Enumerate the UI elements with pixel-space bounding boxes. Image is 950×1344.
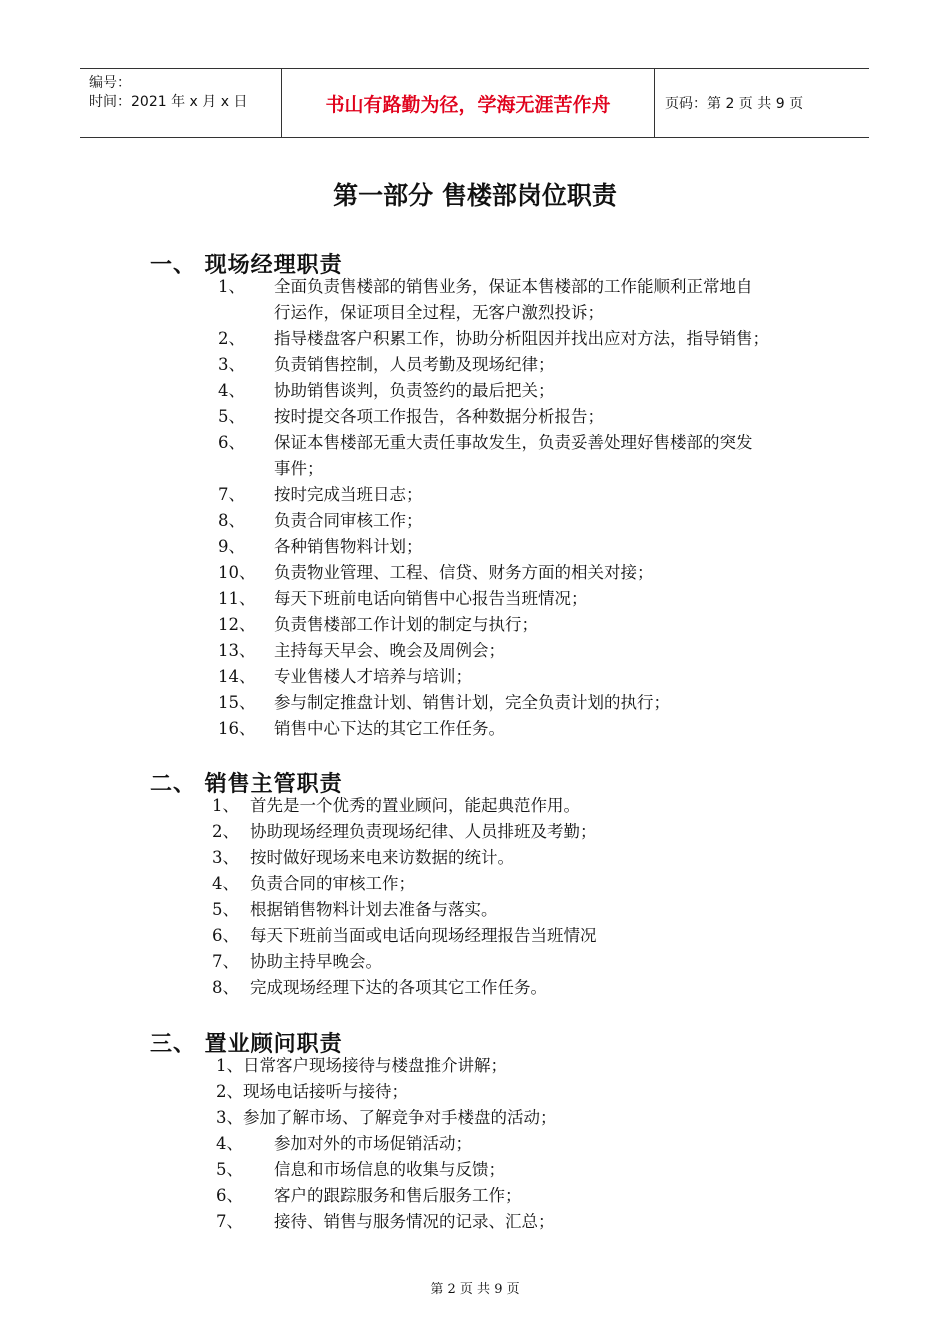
item-text: 负责销售控制，人员考勤及现场纪律； [274,355,555,374]
item-number: 3、 [212,848,239,867]
item-number: 14、 [218,667,256,686]
item-text: 全面负责售楼部的销售业务，保证本售楼部的工作能顺利正常地自 [274,277,753,296]
item-number: 2、 [212,822,239,841]
item-text: 协助销售谈判，负责签约的最后把关； [274,381,555,400]
document-header [80,68,869,138]
item-text: 3、参加了解市场、了解竞争对手楼盘的活动； [216,1108,557,1127]
item-text: 参加对外的市场促销活动； [274,1134,472,1153]
item-text: 主持每天早会、晚会及周例会； [274,641,505,660]
page-title: 第一部分 售楼部岗位职责 [333,181,617,210]
item-number: 13、 [218,641,256,660]
item-text: 根据销售物料计划去准备与落实。 [250,900,498,919]
item-number: 16、 [218,719,256,738]
item-number: 6、 [216,1186,243,1205]
item-text: 每天下班前当面或电话向现场经理报告当班情况 [250,926,597,945]
item-number: 7、 [216,1212,243,1231]
item-number: 2、 [218,329,245,348]
item-text: 负责售楼部工作计划的制定与执行； [274,615,538,634]
item-text: 客户的跟踪服务和售后服务工作； [274,1186,522,1205]
item-number: 5、 [218,407,245,426]
item-text: 保证本售楼部无重大责任事故发生，负责妥善处理好售楼部的突发 [274,433,753,452]
item-text: 按时提交各项工作报告，各种数据分析报告； [274,407,604,426]
item-number: 15、 [218,693,256,712]
item-number: 1、 [218,277,245,296]
item-number: 4、 [218,381,245,400]
item-number: 5、 [212,900,239,919]
item-number: 9、 [218,537,245,556]
item-text: 负责合同的审核工作； [250,874,415,893]
item-text: 负责物业管理、工程、信贷、财务方面的相关对接； [274,563,654,582]
item-number: 6、 [212,926,239,945]
item-text: 协助主持早晚会。 [250,952,382,971]
section-heading-2: 二、 销售主管职责 [150,772,343,797]
item-number: 10、 [218,563,256,582]
item-text: 销售中心下达的其它工作任务。 [274,719,505,738]
doc-date-label: 时间：2021 年 x 月 x 日 [89,94,248,110]
page-footer: 第 2 页 共 9 页 [430,1282,520,1297]
doc-code-label: 编号： [89,75,131,91]
header-page-number: 页码：第 2 页 共 9 页 [665,96,804,112]
item-text: 协助现场经理负责现场纪律、人员排班及考勤； [250,822,597,841]
section-heading-1: 一、 现场经理职责 [150,253,343,278]
header-meta [80,69,281,137]
item-text: 事件； [274,459,324,478]
item-number: 1、 [212,796,239,815]
item-text: 完成现场经理下达的各项其它工作任务。 [250,978,547,997]
item-number: 7、 [212,952,239,971]
item-number: 6、 [218,433,245,452]
item-number: 4、 [212,874,239,893]
section-heading-3: 三、 置业顾问职责 [150,1032,343,1057]
item-text: 专业售楼人才培养与培训； [274,667,472,686]
item-text: 1、日常客户现场接待与楼盘推介讲解； [216,1056,507,1075]
item-text: 接待、销售与服务情况的记录、汇总； [274,1212,555,1231]
item-text: 信息和市场信息的收集与反馈； [274,1160,505,1179]
header-motto: 书山有路勤为径，学海无涯苦作舟 [325,93,611,116]
item-number: 12、 [218,615,256,634]
item-text: 首先是一个优秀的置业顾问，能起典范作用。 [250,796,580,815]
item-text: 每天下班前电话向销售中心报告当班情况； [274,589,588,608]
item-number: 7、 [218,485,245,504]
item-number: 4、 [216,1134,243,1153]
item-text: 各种销售物料计划； [274,537,423,556]
item-number: 8、 [212,978,239,997]
item-number: 3、 [218,355,245,374]
item-text: 参与制定推盘计划、销售计划，完全负责计划的执行； [274,693,670,712]
item-text: 指导楼盘客户积累工作，协助分析阻因并找出应对方法，指导销售； [274,329,769,348]
header-divider [654,69,655,137]
item-text: 负责合同审核工作； [274,511,423,530]
item-text: 2、现场电话接听与接待； [216,1082,408,1101]
item-text: 按时做好现场来电来访数据的统计。 [250,848,514,867]
item-number: 11、 [218,589,256,608]
item-number: 8、 [218,511,245,530]
item-text: 行运作，保证项目全过程，无客户激烈投诉； [274,303,604,322]
item-number: 5、 [216,1160,243,1179]
item-text: 按时完成当班日志； [274,485,423,504]
